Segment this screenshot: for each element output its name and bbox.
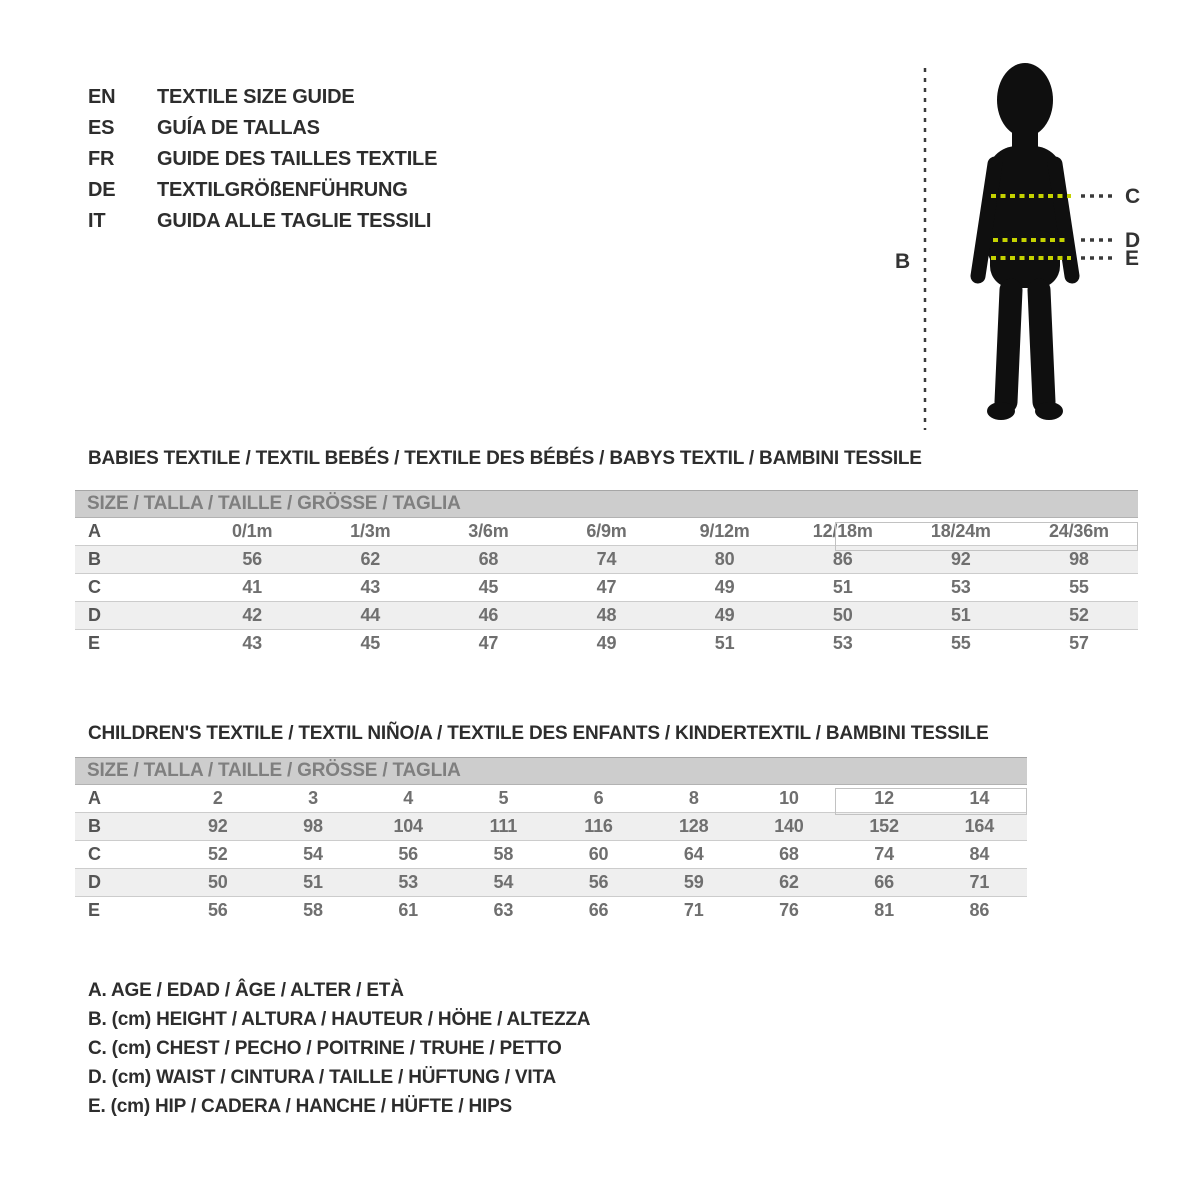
legend-line: E. (cm) HIP / CADERA / HANCHE / HÜFTE / HIPS xyxy=(88,1096,513,1117)
size-value-cell: 14 xyxy=(969,788,990,808)
table-row xyxy=(75,841,1027,869)
size-value-cell: 62 xyxy=(741,869,836,897)
size-value-cell: 49 xyxy=(666,574,784,602)
size-value-cell: 54 xyxy=(456,869,551,897)
legend-line: B. (cm) HEIGHT / ALTURA / HAUTEUR / HÖHE / ALTEZZA xyxy=(88,1009,591,1030)
size-header-cell: SIZE / TALLA / TAILLE / GRÖSSE / TAGLIA xyxy=(75,491,1138,518)
size-value-cell: 92 xyxy=(902,546,1020,574)
size-value-cell: 51 xyxy=(784,574,902,602)
size-value-cell: 86 xyxy=(784,546,902,574)
size-value-cell: 49 xyxy=(666,602,784,630)
row-label: C xyxy=(75,841,170,869)
guide-title-text: TEXTILGRÖßENFÜHRUNG xyxy=(157,179,408,201)
measurement-legend xyxy=(88,976,590,1121)
size-header-row xyxy=(75,758,1027,785)
row-label: B xyxy=(75,813,170,841)
language-title-row xyxy=(88,175,437,206)
size-value-cell: 104 xyxy=(361,813,456,841)
language-code: DE xyxy=(88,179,116,201)
size-value-cell: 45 xyxy=(429,574,547,602)
size-value-cell: 111 xyxy=(456,813,551,841)
size-value-cell: 3/6m xyxy=(468,521,509,541)
row-label: E xyxy=(75,897,170,925)
size-value-cell: 56 xyxy=(170,897,265,925)
size-value-cell: 80 xyxy=(666,546,784,574)
size-value-cell: 164 xyxy=(932,813,1027,841)
size-value-cell: 51 xyxy=(902,602,1020,630)
size-value-cell: 68 xyxy=(429,546,547,574)
size-value-cell: 2 xyxy=(212,788,223,808)
size-header-row xyxy=(75,491,1138,518)
language-title-list xyxy=(88,82,437,237)
waist-label: D xyxy=(1125,229,1140,252)
size-value-cell: 60 xyxy=(551,841,646,869)
size-value-cell: 52 xyxy=(1020,602,1138,630)
size-value-cell: 51 xyxy=(265,869,360,897)
table-row xyxy=(75,602,1138,630)
table-row xyxy=(75,574,1138,602)
row-label: D xyxy=(75,602,193,630)
size-value-cell: 86 xyxy=(932,897,1027,925)
size-value-cell: 56 xyxy=(551,869,646,897)
language-title-row xyxy=(88,206,437,237)
size-value-cell: 71 xyxy=(932,869,1027,897)
size-value-cell: 8 xyxy=(688,788,699,808)
chest-label: C xyxy=(1125,185,1140,208)
size-value-cell: 71 xyxy=(646,897,741,925)
guide-title-text: GUÍA DE TALLAS xyxy=(157,117,320,139)
table-row xyxy=(75,630,1138,658)
size-value-cell: 68 xyxy=(741,841,836,869)
size-value-cell: 53 xyxy=(361,869,456,897)
size-value-cell: 5 xyxy=(498,788,509,808)
row-label: E xyxy=(75,630,193,658)
legend-line: C. (cm) CHEST / PECHO / POITRINE / TRUHE / PETTO xyxy=(88,1038,562,1059)
row-label: A xyxy=(88,521,101,541)
hip-label: E xyxy=(1125,247,1139,270)
size-value-cell: 10 xyxy=(779,788,799,808)
size-value-cell: 84 xyxy=(932,841,1027,869)
size-value-cell: 56 xyxy=(361,841,456,869)
size-value-cell: 55 xyxy=(902,630,1020,658)
size-value-cell: 58 xyxy=(456,841,551,869)
size-value-cell: 76 xyxy=(741,897,836,925)
size-value-cell: 41 xyxy=(193,574,311,602)
size-value-cell: 12/18m xyxy=(812,521,873,541)
row-label: C xyxy=(75,574,193,602)
size-header-cell: SIZE / TALLA / TAILLE / GRÖSSE / TAGLIA xyxy=(75,758,1027,785)
language-title-row xyxy=(88,82,437,113)
size-value-cell: 49 xyxy=(547,630,665,658)
size-value-cell: 52 xyxy=(170,841,265,869)
size-value-cell: 18/24m xyxy=(930,521,991,541)
size-value-cell: 46 xyxy=(429,602,547,630)
size-value-cell: 58 xyxy=(265,897,360,925)
size-value-cell: 116 xyxy=(551,813,646,841)
row-label: D xyxy=(75,869,170,897)
guide-title-text: GUIDE DES TAILLES TEXTILE xyxy=(157,148,438,170)
size-value-cell: 54 xyxy=(265,841,360,869)
children-size-table xyxy=(75,757,1027,924)
table-row xyxy=(75,785,1027,813)
size-value-cell: 1/3m xyxy=(350,521,391,541)
size-value-cell: 98 xyxy=(1020,546,1138,574)
babies-size-table xyxy=(75,490,1138,657)
size-value-cell: 66 xyxy=(551,897,646,925)
size-value-cell: 47 xyxy=(429,630,547,658)
size-value-cell: 43 xyxy=(311,574,429,602)
size-value-cell: 24/36m xyxy=(1049,521,1109,541)
size-value-cell: 45 xyxy=(311,630,429,658)
size-value-cell: 12 xyxy=(874,788,894,808)
guide-title-text: TEXTILE SIZE GUIDE xyxy=(157,86,355,108)
size-value-cell: 56 xyxy=(193,546,311,574)
legend-line: A. AGE / EDAD / ÂGE / ALTER / ETÀ xyxy=(88,980,404,1001)
size-value-cell: 53 xyxy=(902,574,1020,602)
size-value-cell: 50 xyxy=(170,869,265,897)
size-value-cell: 6/9m xyxy=(586,521,627,541)
row-label: A xyxy=(88,788,101,808)
size-value-cell: 48 xyxy=(547,602,665,630)
size-value-cell: 53 xyxy=(784,630,902,658)
size-value-cell: 74 xyxy=(547,546,665,574)
language-code: ES xyxy=(88,117,115,139)
table-row xyxy=(75,546,1138,574)
size-value-cell: 55 xyxy=(1020,574,1138,602)
language-title-row xyxy=(88,113,437,144)
size-value-cell: 57 xyxy=(1020,630,1138,658)
size-value-cell: 0/1m xyxy=(232,521,273,541)
size-value-cell: 43 xyxy=(193,630,311,658)
language-code: FR xyxy=(88,148,115,170)
size-value-cell: 63 xyxy=(456,897,551,925)
child-figure-diagram xyxy=(885,50,1145,440)
size-value-cell: 4 xyxy=(403,788,414,808)
size-value-cell: 62 xyxy=(311,546,429,574)
size-value-cell: 3 xyxy=(308,788,318,808)
babies-section-title: BABIES TEXTILE / TEXTIL BEBÉS / TEXTILE DES BÉBÉS / BABYS TEXTIL / BAMBINI TESSILE xyxy=(88,448,922,469)
size-value-cell: 59 xyxy=(646,869,741,897)
size-value-cell: 44 xyxy=(311,602,429,630)
size-value-cell: 98 xyxy=(265,813,360,841)
row-label: B xyxy=(75,546,193,574)
size-value-cell: 61 xyxy=(361,897,456,925)
language-code: EN xyxy=(88,86,116,108)
size-value-cell: 92 xyxy=(170,813,265,841)
size-value-cell: 51 xyxy=(666,630,784,658)
size-value-cell: 9/12m xyxy=(699,521,750,541)
table-row xyxy=(75,869,1027,897)
size-value-cell: 81 xyxy=(837,897,932,925)
table-row xyxy=(75,518,1138,546)
height-label: B xyxy=(895,250,910,273)
language-title-row xyxy=(88,144,437,175)
table-row xyxy=(75,897,1027,925)
guide-title-text: GUIDA ALLE TAGLIE TESSILI xyxy=(157,210,432,232)
table-row xyxy=(75,813,1027,841)
size-value-cell: 140 xyxy=(741,813,836,841)
size-value-cell: 74 xyxy=(837,841,932,869)
size-value-cell: 50 xyxy=(784,602,902,630)
size-value-cell: 6 xyxy=(593,788,604,808)
size-value-cell: 152 xyxy=(837,813,932,841)
legend-line: D. (cm) WAIST / CINTURA / TAILLE / HÜFTUNG / VITA xyxy=(88,1067,556,1088)
size-value-cell: 47 xyxy=(547,574,665,602)
size-value-cell: 66 xyxy=(837,869,932,897)
language-code: IT xyxy=(88,210,106,232)
size-value-cell: 64 xyxy=(646,841,741,869)
size-value-cell: 128 xyxy=(646,813,741,841)
children-section-title: CHILDREN'S TEXTILE / TEXTIL NIÑO/A / TEXTILE DES ENFANTS / KINDERTEXTIL / BAMBINI TESSILE xyxy=(88,723,989,744)
size-value-cell: 42 xyxy=(193,602,311,630)
